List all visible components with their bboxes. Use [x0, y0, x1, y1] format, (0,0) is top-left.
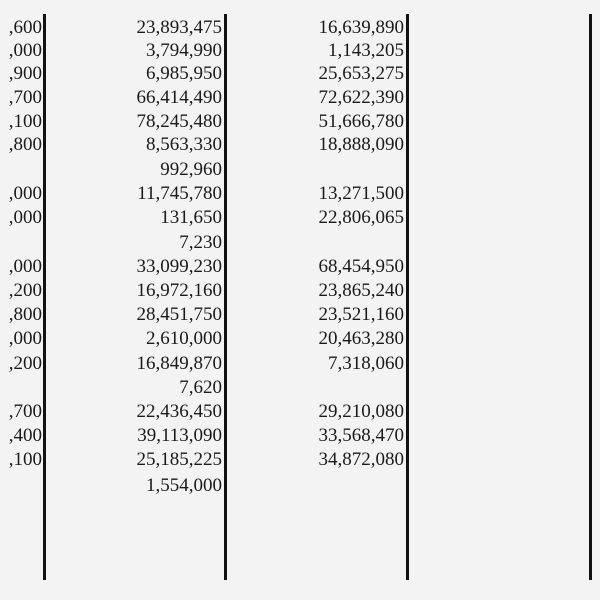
table-cell: 25,653,275 — [318, 63, 404, 84]
table-cell: ,000 — [8, 40, 42, 61]
table-cell: ,200 — [8, 353, 42, 374]
table-cell: 16,972,160 — [136, 280, 222, 301]
table-cell: ,900 — [8, 63, 42, 84]
table-cell: 3,794,990 — [146, 40, 222, 61]
table-cell: 18,888,090 — [318, 134, 404, 155]
table-cell: ,000 — [8, 328, 42, 349]
table-cell: 992,960 — [160, 159, 222, 180]
table-cell: 22,806,065 — [318, 207, 404, 228]
table-cell: 1,143,205 — [328, 40, 404, 61]
table-cell: 2,610,000 — [146, 328, 222, 349]
column-divider — [406, 14, 409, 580]
table-cell: 29,210,080 — [318, 401, 404, 422]
table-cell: 7,230 — [179, 232, 222, 253]
table-cell: 25,185,225 — [136, 449, 222, 470]
table-cell: 23,865,240 — [318, 280, 404, 301]
table-cell: ,000 — [8, 183, 42, 204]
table-cell: 7,318,060 — [328, 353, 404, 374]
column-divider — [224, 14, 227, 580]
table-cell: 131,650 — [160, 207, 222, 228]
table-cell: ,000 — [8, 256, 42, 277]
table-cell: ,700 — [8, 401, 42, 422]
table-cell: 23,893,475 — [136, 17, 222, 38]
table-cell: 7,620 — [179, 377, 222, 398]
table-cell: 68,454,950 — [318, 256, 404, 277]
table-cell: 34,872,080 — [318, 449, 404, 470]
table-cell: 22,436,450 — [136, 401, 222, 422]
table-cell: 72,622,390 — [318, 87, 404, 108]
table-cell: 51,666,780 — [318, 111, 404, 132]
table-cell: ,800 — [8, 134, 42, 155]
table-cell: 11,745,780 — [137, 183, 222, 204]
table-cell: 6,985,950 — [146, 63, 222, 84]
table-cell: 33,568,470 — [318, 425, 404, 446]
table-cell: 78,245,480 — [136, 111, 222, 132]
table-cell: 1,554,000 — [146, 475, 222, 496]
column-divider — [43, 14, 46, 580]
table-cell: ,600 — [8, 17, 42, 38]
table-cell: 8,563,330 — [146, 134, 222, 155]
table-cell: 13,271,500 — [318, 183, 404, 204]
table-cell: 20,463,280 — [318, 328, 404, 349]
table-cell: 16,639,890 — [318, 17, 404, 38]
table-cell: ,200 — [8, 280, 42, 301]
table-cell: 39,113,090 — [137, 425, 222, 446]
table-cell: ,100 — [8, 449, 42, 470]
table-cell: ,400 — [8, 425, 42, 446]
table-cell: 16,849,870 — [136, 353, 222, 374]
table-cell: ,000 — [8, 207, 42, 228]
table-cell: 23,521,160 — [318, 304, 404, 325]
column-divider — [589, 14, 592, 580]
table-cell: 66,414,490 — [136, 87, 222, 108]
table-cell: 33,099,230 — [136, 256, 222, 277]
table-cell: 28,451,750 — [136, 304, 222, 325]
table-cell: ,100 — [8, 111, 42, 132]
table-cell: ,700 — [8, 87, 42, 108]
table-cell: ,800 — [8, 304, 42, 325]
